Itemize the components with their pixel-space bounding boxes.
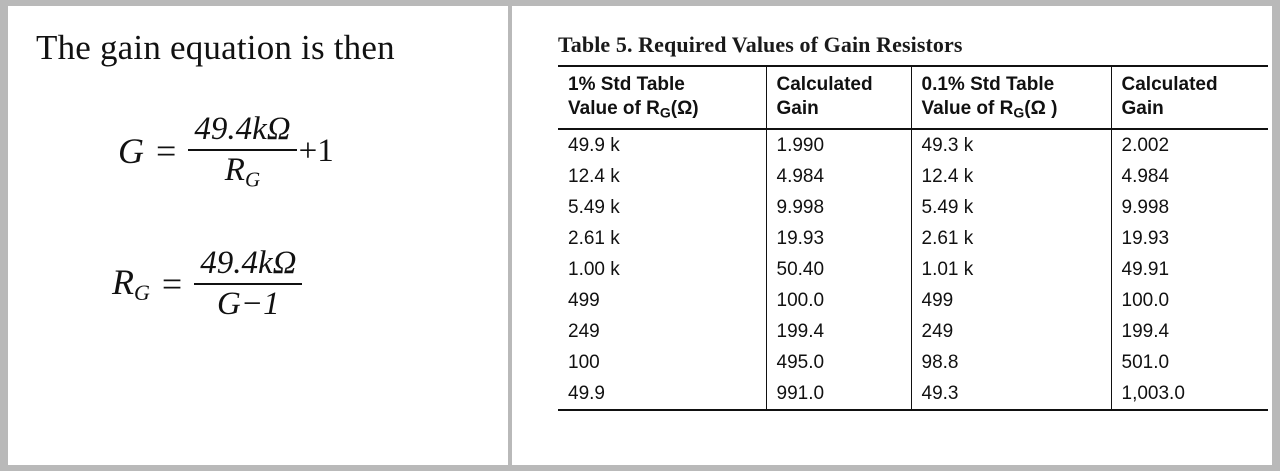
cell-std-1pct: 12.4 k — [568, 165, 620, 187]
cell-gain-1: 9.998 — [766, 192, 911, 223]
equation-gain-denominator — [219, 151, 266, 192]
cell-gain-2: 49.91 — [1111, 254, 1268, 285]
cell-gain-2: 4.984 — [1111, 161, 1268, 192]
table-row — [558, 129, 1268, 161]
cell-gain-2: 2.002 — [1111, 129, 1268, 161]
equation-gain-tail: +1 — [298, 132, 334, 169]
equation-gain-lhs: G — [118, 131, 144, 171]
table-row — [558, 192, 1268, 223]
cell-std-1pct: 2.61 k — [568, 227, 620, 249]
equation-rg-lhs-var: R — [112, 261, 134, 302]
cell-std-1pct: 100 — [568, 352, 600, 374]
cell-gain-1: 50.40 — [766, 254, 911, 285]
cell-std-1pct: 1.00 k — [568, 259, 620, 281]
column-header-line2-pre: Gain — [1121, 97, 1164, 119]
cell-std-01pct: 49.3 — [911, 378, 1111, 410]
equation-gain-numerator: 49.4kΩ — [194, 111, 291, 147]
cell-gain-2: 501.0 — [1111, 347, 1268, 378]
table-header-row — [558, 66, 1268, 129]
cell-gain-2: 19.93 — [1111, 223, 1268, 254]
cell-std-01pct: 12.4 k — [911, 161, 1111, 192]
panel-divider — [508, 6, 512, 465]
equation-rg-lhs — [112, 261, 150, 306]
cell-std-01pct: 1.01 k — [911, 254, 1111, 285]
column-header-calculated-gain-2 — [1111, 66, 1268, 129]
gain-equation-panel — [8, 6, 508, 465]
table-row — [558, 285, 1268, 316]
cell-gain-2: 9.998 — [1111, 192, 1268, 223]
table-row — [558, 347, 1268, 378]
equation-gain-fraction — [188, 110, 296, 192]
column-header-std-1pct — [558, 66, 766, 129]
gain-resistors-table — [558, 65, 1268, 411]
column-header-line1: Calculated — [1121, 74, 1218, 95]
table-row — [558, 316, 1268, 347]
cell-gain-1: 4.984 — [766, 161, 911, 192]
gain-resistors-table-panel — [518, 6, 1280, 465]
cell-gain-1: 495.0 — [766, 347, 911, 378]
equation-rg-equals: = — [161, 263, 183, 304]
cell-std-1pct: 49.9 k — [568, 134, 620, 156]
cell-gain-1: 100.0 — [766, 285, 911, 316]
cell-std-1pct: 249 — [568, 321, 600, 343]
cell-std-01pct: 5.49 k — [911, 192, 1111, 223]
table-header — [558, 66, 1268, 129]
cell-gain-1: 199.4 — [766, 316, 911, 347]
table-caption: Table 5. Required Values of Gain Resistors — [558, 32, 963, 57]
cell-gain-2: 199.4 — [1111, 316, 1268, 347]
cell-gain-2: 1,003.0 — [1111, 378, 1268, 410]
equation-rg-denominator: G−1 — [217, 285, 280, 322]
equation-rg-numerator: 49.4kΩ — [200, 245, 297, 281]
cell-gain-2: 100.0 — [1111, 285, 1268, 316]
cell-std-01pct: 2.61 k — [911, 223, 1111, 254]
equation-gain-denominator-sub: G — [244, 167, 261, 192]
cell-gain-1: 19.93 — [766, 223, 911, 254]
gain-equation-heading: The gain equation is then — [36, 28, 395, 67]
equation-gain — [118, 110, 508, 192]
cell-std-01pct: 49.3 k — [911, 129, 1111, 161]
column-header-line2-sub: G — [659, 104, 671, 121]
column-header-std-01pct — [911, 66, 1111, 129]
cell-std-1pct: 499 — [568, 290, 600, 312]
column-header-line2-post: (Ω ) — [1024, 97, 1058, 119]
equation-rg-fraction — [194, 244, 302, 324]
cell-std-01pct: 249 — [911, 316, 1111, 347]
equation-gain-denominator-var: R — [224, 151, 245, 188]
column-header-line2-pre: Value of R — [568, 97, 660, 119]
equation-rg-lhs-sub: G — [134, 280, 150, 306]
column-header-line1: 1% Std Table — [568, 74, 685, 95]
cell-gain-1: 991.0 — [766, 378, 911, 410]
table-row — [558, 223, 1268, 254]
column-header-line2-pre: Value of R — [921, 97, 1014, 119]
column-header-line2-pre: Gain — [776, 97, 819, 119]
column-header-line1: 0.1% Std Table — [921, 74, 1055, 95]
cell-gain-1: 1.990 — [766, 129, 911, 161]
cell-std-01pct: 98.8 — [911, 347, 1111, 378]
cell-std-01pct: 499 — [911, 285, 1111, 316]
equation-rg — [112, 244, 508, 324]
column-header-calculated-gain-1 — [766, 66, 911, 129]
table-row — [558, 254, 1268, 285]
document-page — [8, 6, 1272, 465]
column-header-line2-post: (Ω) — [670, 97, 699, 119]
table-body — [558, 129, 1268, 411]
equation-gain-equals: = — [156, 131, 177, 171]
cell-std-1pct: 49.9 — [558, 378, 766, 410]
table-row — [558, 378, 1268, 410]
column-header-line2-sub: G — [1013, 104, 1025, 121]
table-row — [558, 161, 1268, 192]
cell-std-1pct: 5.49 k — [568, 196, 620, 218]
column-header-line1: Calculated — [776, 74, 873, 95]
